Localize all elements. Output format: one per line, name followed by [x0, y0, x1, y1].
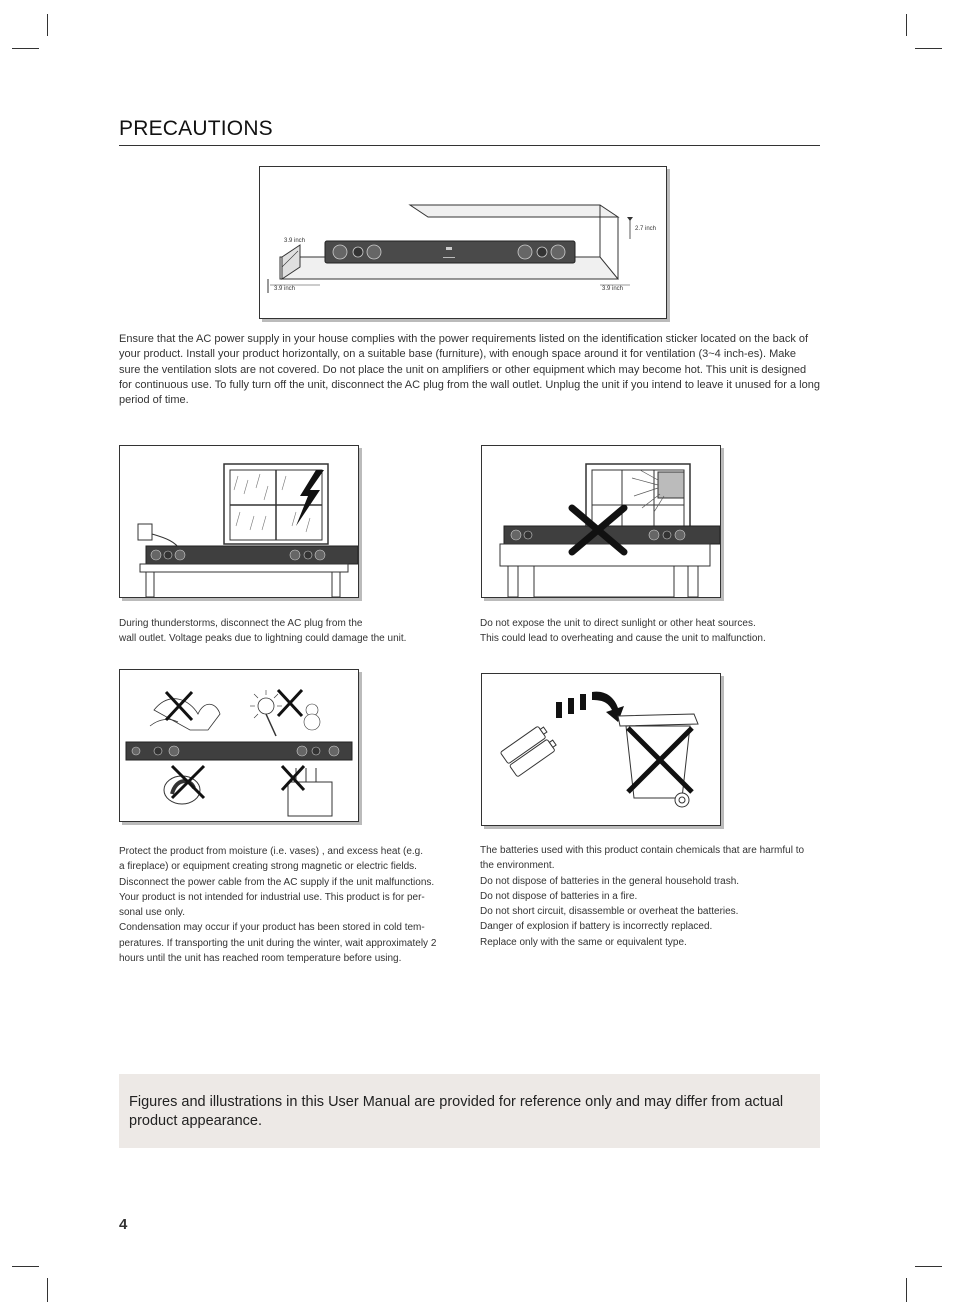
crop-mark	[915, 48, 942, 49]
ventilation-figure	[259, 166, 667, 319]
crop-mark	[12, 1266, 39, 1267]
intro-paragraph: Ensure that the AC power supply in your house complies with the power requirements listed on the identification sticker located on the back of your product. Install your product horizontally, on a suitable base (furniture), with enough space around it for ventilation (3~4 inch-es). Make sure the ventilation slots are not covered. Do not place the unit on amplifiers or other equipment which may become hot. This unit is designed for continuous use. To fully turn off the unit, disconnect the AC plug from the wall outlet. Unplug the unit if you intend to leave it unused for a long period of time.	[119, 333, 820, 407]
crop-mark	[47, 14, 48, 36]
dimension-label: 3.9 inch	[602, 286, 624, 292]
battery-disposal-figure	[481, 673, 721, 826]
reference-note	[119, 1074, 820, 1148]
moisture-figure	[119, 669, 359, 822]
thunderstorm-caption: During thunderstorms, disconnect the AC plug from the wall outlet. Voltage peaks due to lightning could damage the unit.	[119, 618, 407, 645]
page-number: 4	[119, 1216, 128, 1233]
page-title: PRECAUTIONS	[119, 116, 820, 146]
thunderstorm-figure	[119, 445, 359, 598]
reference-note-text: Figures and illustrations in this User Manual are provided for reference only and may differ from actual product appearance.	[129, 1094, 784, 1129]
dimension-label: 3.9 inch	[274, 286, 296, 292]
sunlight-figure	[481, 445, 721, 598]
crop-mark	[915, 1266, 942, 1267]
dimension-label: 2.7 inch	[635, 226, 657, 232]
battery-icon	[500, 724, 558, 777]
crop-mark	[47, 1278, 48, 1302]
crop-mark	[906, 14, 907, 36]
moisture-caption: Protect the product from moisture (i.e. vases) , and excess heat (e.g. a fireplace) or equipment creating strong magnetic or electric fields. Disconnect the power cable from the AC supply if the unit malfunctions. Your product is not intended for industrial use. This product is for per- sonal use only. Condensation may occur if your product has been stored in cold tem- peratures. If transporting the unit during the winter, wait approximately 2 hours until the unit has reached room temperature before using.	[119, 846, 437, 965]
battery-caption: The batteries used with this product contain chemicals that are harmful to the environment. Do not dispose of batteries in the general household trash. Do not dispose of batteries in a fire. Do not short circuit, disassemble or overheat the batteries. Danger of explosion if battery is incorrectly replaced. Replace only with the same or equivalent type.	[480, 845, 805, 948]
dimension-label: 3.9 inch	[284, 238, 306, 244]
sunlight-caption: Do not expose the unit to direct sunlight or other heat sources. This could lead to overheating and cause the unit to malfunction.	[480, 618, 766, 645]
crop-mark	[906, 1278, 907, 1302]
prohibited-x-icon	[278, 690, 302, 716]
crop-mark	[12, 48, 39, 49]
